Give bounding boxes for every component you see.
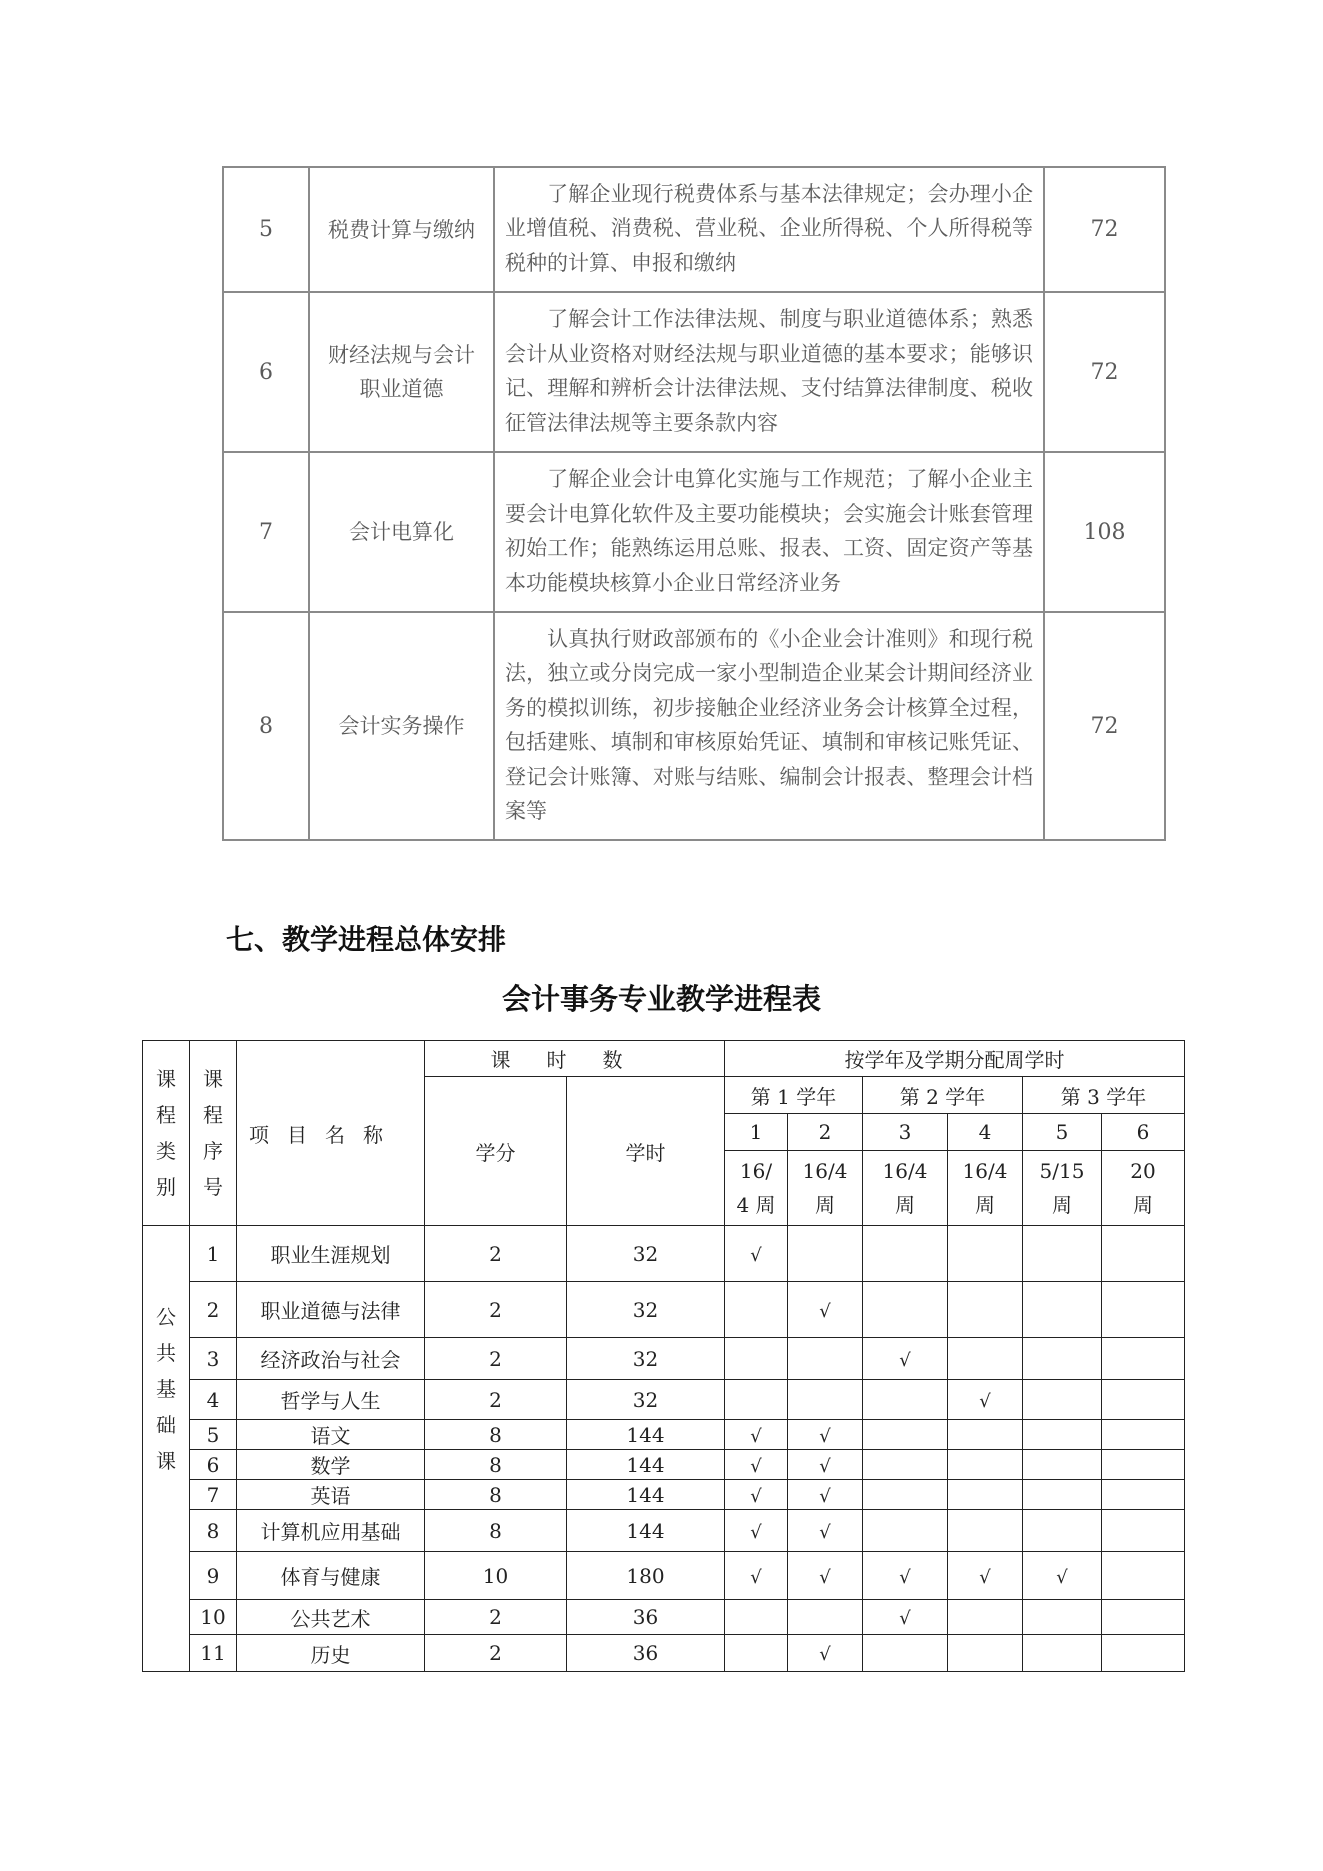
semester-cell <box>725 1635 788 1672</box>
semester-cell <box>725 1282 788 1338</box>
course-hours: 108 <box>1044 452 1165 612</box>
check-mark: √ <box>899 1349 911 1371</box>
semester-cell <box>1102 1480 1185 1510</box>
course-name: 英语 <box>237 1480 425 1510</box>
course-number: 5 <box>223 167 309 292</box>
semester-cell <box>1023 1226 1102 1282</box>
header-weeks: 16/4 周 <box>788 1151 863 1226</box>
course-row <box>143 1510 1185 1552</box>
check-mark: √ <box>819 1485 831 1507</box>
header-course-hours: 课时数 <box>425 1041 725 1077</box>
hours-cell: 32 <box>567 1380 725 1420</box>
semester-cell <box>1102 1450 1185 1480</box>
course-number: 4 <box>190 1380 237 1420</box>
semester-cell <box>725 1380 788 1420</box>
header-hours: 学时 <box>567 1077 725 1226</box>
semester-cell <box>725 1450 788 1480</box>
semester-cell <box>863 1338 948 1380</box>
semester-cell <box>948 1510 1023 1552</box>
header-course-category: 课 程 类 别 <box>143 1041 190 1226</box>
semester-cell <box>1023 1635 1102 1672</box>
course-row <box>143 1480 1185 1510</box>
semester-cell <box>863 1380 948 1420</box>
hours-cell: 32 <box>567 1282 725 1338</box>
header-distribution: 按学年及学期分配周学时 <box>725 1041 1185 1077</box>
header-semester: 4 <box>948 1114 1023 1151</box>
check-mark: √ <box>819 1521 831 1543</box>
course-row <box>143 1380 1185 1420</box>
check-mark: √ <box>979 1390 991 1412</box>
credits-cell: 2 <box>425 1380 567 1420</box>
semester-cell <box>948 1380 1023 1420</box>
course-name: 计算机应用基础 <box>237 1510 425 1552</box>
header-semester: 5 <box>1023 1114 1102 1151</box>
course-number: 1 <box>190 1226 237 1282</box>
semester-cell <box>1023 1282 1102 1338</box>
course-hours: 72 <box>1044 167 1165 292</box>
semester-cell <box>1023 1600 1102 1635</box>
course-row <box>143 1282 1185 1338</box>
check-mark: √ <box>819 1425 831 1447</box>
semester-cell <box>948 1420 1023 1450</box>
semester-cell <box>788 1226 863 1282</box>
course-row <box>223 612 1165 840</box>
course-description-text: 了解企业现行税费体系与基本法律规定；会办理小企业增值税、消费税、营业税、企业所得税、个人所得税等税种的计算、申报和缴纳 <box>505 181 1033 275</box>
course-name: 税费计算与缴纳 <box>309 167 494 292</box>
course-name: 数学 <box>237 1450 425 1480</box>
course-number: 11 <box>190 1635 237 1672</box>
course-number: 6 <box>190 1450 237 1480</box>
check-mark: √ <box>750 1485 762 1507</box>
semester-cell <box>1102 1600 1185 1635</box>
semester-cell <box>948 1600 1023 1635</box>
check-mark: √ <box>750 1521 762 1543</box>
course-number: 8 <box>223 612 309 840</box>
semester-cell <box>1102 1510 1185 1552</box>
semester-cell <box>788 1600 863 1635</box>
course-name: 财经法规与会计职业道德 <box>309 292 494 452</box>
semester-cell <box>1023 1510 1102 1552</box>
header-project-name: 项目名称 <box>237 1041 425 1226</box>
semester-cell <box>948 1635 1023 1672</box>
semester-cell <box>863 1226 948 1282</box>
course-hours: 72 <box>1044 292 1165 452</box>
semester-cell <box>863 1282 948 1338</box>
course-row <box>143 1450 1185 1480</box>
credits-cell: 2 <box>425 1635 567 1672</box>
semester-cell <box>788 1510 863 1552</box>
semester-cell <box>725 1510 788 1552</box>
course-number: 8 <box>190 1510 237 1552</box>
course-number: 2 <box>190 1282 237 1338</box>
table-title: 会计事务专业教学进程表 <box>501 982 821 1016</box>
semester-cell <box>1102 1552 1185 1600</box>
teaching-schedule-table <box>142 1040 1185 1672</box>
check-mark: √ <box>819 1300 831 1322</box>
semester-cell <box>1023 1338 1102 1380</box>
header-semester: 2 <box>788 1114 863 1151</box>
course-description <box>494 167 1044 292</box>
course-row <box>143 1600 1185 1635</box>
credits-cell: 2 <box>425 1600 567 1635</box>
credits-cell: 2 <box>425 1226 567 1282</box>
check-mark: √ <box>750 1455 762 1477</box>
course-row <box>223 452 1165 612</box>
semester-cell <box>788 1420 863 1450</box>
course-name: 哲学与人生 <box>237 1380 425 1420</box>
credits-cell: 8 <box>425 1420 567 1450</box>
semester-cell <box>948 1480 1023 1510</box>
credits-cell: 8 <box>425 1480 567 1510</box>
course-name: 公共艺术 <box>237 1600 425 1635</box>
semester-cell <box>863 1480 948 1510</box>
check-mark: √ <box>750 1566 762 1588</box>
semester-cell <box>725 1338 788 1380</box>
hours-cell: 144 <box>567 1510 725 1552</box>
semester-cell <box>948 1552 1023 1600</box>
semester-cell <box>1102 1338 1185 1380</box>
semester-cell <box>788 1552 863 1600</box>
course-name: 语文 <box>237 1420 425 1450</box>
semester-cell <box>725 1480 788 1510</box>
semester-cell <box>1102 1226 1185 1282</box>
header-weeks: 20 周 <box>1102 1151 1185 1226</box>
credits-cell: 2 <box>425 1282 567 1338</box>
course-hours: 72 <box>1044 612 1165 840</box>
course-row <box>143 1420 1185 1450</box>
semester-cell <box>863 1552 948 1600</box>
category-cell: 公 共 基 础 课 <box>143 1226 190 1672</box>
check-mark: √ <box>819 1644 831 1665</box>
course-name: 体育与健康 <box>237 1552 425 1600</box>
check-mark: √ <box>979 1566 991 1588</box>
course-name: 职业道德与法律 <box>237 1282 425 1338</box>
course-description-text: 了解会计工作法律法规、制度与职业道德体系；熟悉会计从业资格对财经法规与职业道德的基本要求；能够识记、理解和辨析会计法律法规、支付结算法律制度、税收征管法律法规等主要条款内容 <box>505 307 1033 435</box>
course-description <box>494 612 1044 840</box>
semester-cell <box>948 1450 1023 1480</box>
semester-cell <box>788 1380 863 1420</box>
course-number: 3 <box>190 1338 237 1380</box>
course-description-text: 了解企业会计电算化实施与工作规范；了解小企业主要会计电算化软件及主要功能模块；会实施会计账套管理初始工作；能熟练运用总账、报表、工资、固定资产等基本功能模块核算小企业日常经济业务 <box>505 467 1033 595</box>
course-number: 7 <box>190 1480 237 1510</box>
section-heading: 七、教学进程总体安排 <box>226 923 507 956</box>
header-weeks: 16/ 4 周 <box>725 1151 788 1226</box>
semester-cell <box>788 1635 863 1672</box>
check-mark: √ <box>899 1566 911 1588</box>
header-year-3: 第 3 学年 <box>1023 1077 1185 1114</box>
course-row <box>143 1635 1185 1672</box>
course-number: 6 <box>223 292 309 452</box>
semester-cell <box>948 1226 1023 1282</box>
semester-cell <box>725 1420 788 1450</box>
header-semester: 3 <box>863 1114 948 1151</box>
header-credits: 学分 <box>425 1077 567 1226</box>
course-row <box>143 1338 1185 1380</box>
semester-cell <box>863 1450 948 1480</box>
semester-cell <box>725 1552 788 1600</box>
semester-cell <box>948 1282 1023 1338</box>
course-name: 会计实务操作 <box>309 612 494 840</box>
semester-cell <box>1023 1552 1102 1600</box>
hours-cell: 180 <box>567 1552 725 1600</box>
credits-cell: 2 <box>425 1338 567 1380</box>
check-mark: √ <box>1056 1566 1068 1588</box>
course-number: 9 <box>190 1552 237 1600</box>
hours-cell: 32 <box>567 1226 725 1282</box>
check-mark: √ <box>819 1455 831 1477</box>
semester-cell <box>1023 1420 1102 1450</box>
course-name: 历史 <box>237 1635 425 1672</box>
header-weeks: 5/15 周 <box>1023 1151 1102 1226</box>
header-semester: 6 <box>1102 1114 1185 1151</box>
hours-cell: 144 <box>567 1480 725 1510</box>
header-semester: 1 <box>725 1114 788 1151</box>
hours-cell: 36 <box>567 1635 725 1672</box>
credits-cell: 8 <box>425 1450 567 1480</box>
course-description <box>494 292 1044 452</box>
semester-cell <box>725 1600 788 1635</box>
check-mark: √ <box>750 1244 762 1266</box>
semester-cell <box>1102 1635 1185 1672</box>
semester-cell <box>1023 1480 1102 1510</box>
credits-cell: 10 <box>425 1552 567 1600</box>
course-name: 经济政治与社会 <box>237 1338 425 1380</box>
semester-cell <box>788 1282 863 1338</box>
header-course-number: 课 程 序 号 <box>190 1041 237 1226</box>
course-number: 5 <box>190 1420 237 1450</box>
course-name: 会计电算化 <box>309 452 494 612</box>
course-name: 职业生涯规划 <box>237 1226 425 1282</box>
course-row <box>143 1226 1185 1282</box>
course-number: 10 <box>190 1600 237 1635</box>
semester-cell <box>788 1480 863 1510</box>
semester-cell <box>1023 1380 1102 1420</box>
semester-cell <box>863 1600 948 1635</box>
semester-cell <box>1102 1380 1185 1420</box>
course-description-table <box>222 166 1166 841</box>
course-description <box>494 452 1044 612</box>
course-description-text: 认真执行财政部颁布的《小企业会计准则》和现行税法，独立或分岗完成一家小型制造企业某会计期间经济业务的模拟训练，初步接触企业经济业务会计核算全过程，包括建账、填制和审核原始凭证、填制和审核记账凭证、登记会计账簿、对账与结账、编制会计报表、整理会计档案等 <box>505 626 1033 823</box>
semester-cell <box>1023 1450 1102 1480</box>
hours-cell: 36 <box>567 1600 725 1635</box>
semester-cell <box>863 1420 948 1450</box>
course-row <box>143 1552 1185 1600</box>
semester-cell <box>1102 1420 1185 1450</box>
hours-cell: 32 <box>567 1338 725 1380</box>
header-weeks: 16/4 周 <box>948 1151 1023 1226</box>
semester-cell <box>725 1226 788 1282</box>
course-row <box>223 292 1165 452</box>
semester-cell <box>788 1450 863 1480</box>
check-mark: √ <box>750 1425 762 1447</box>
check-mark: √ <box>899 1608 911 1629</box>
semester-cell <box>788 1338 863 1380</box>
course-number: 7 <box>223 452 309 612</box>
hours-cell: 144 <box>567 1450 725 1480</box>
semester-cell <box>863 1510 948 1552</box>
hours-cell: 144 <box>567 1420 725 1450</box>
credits-cell: 8 <box>425 1510 567 1552</box>
header-year-2: 第 2 学年 <box>863 1077 1023 1114</box>
course-row <box>223 167 1165 292</box>
check-mark: √ <box>819 1566 831 1588</box>
semester-cell <box>948 1338 1023 1380</box>
semester-cell <box>863 1635 948 1672</box>
header-year-1: 第 1 学年 <box>725 1077 863 1114</box>
semester-cell <box>1102 1282 1185 1338</box>
header-weeks: 16/4 周 <box>863 1151 948 1226</box>
